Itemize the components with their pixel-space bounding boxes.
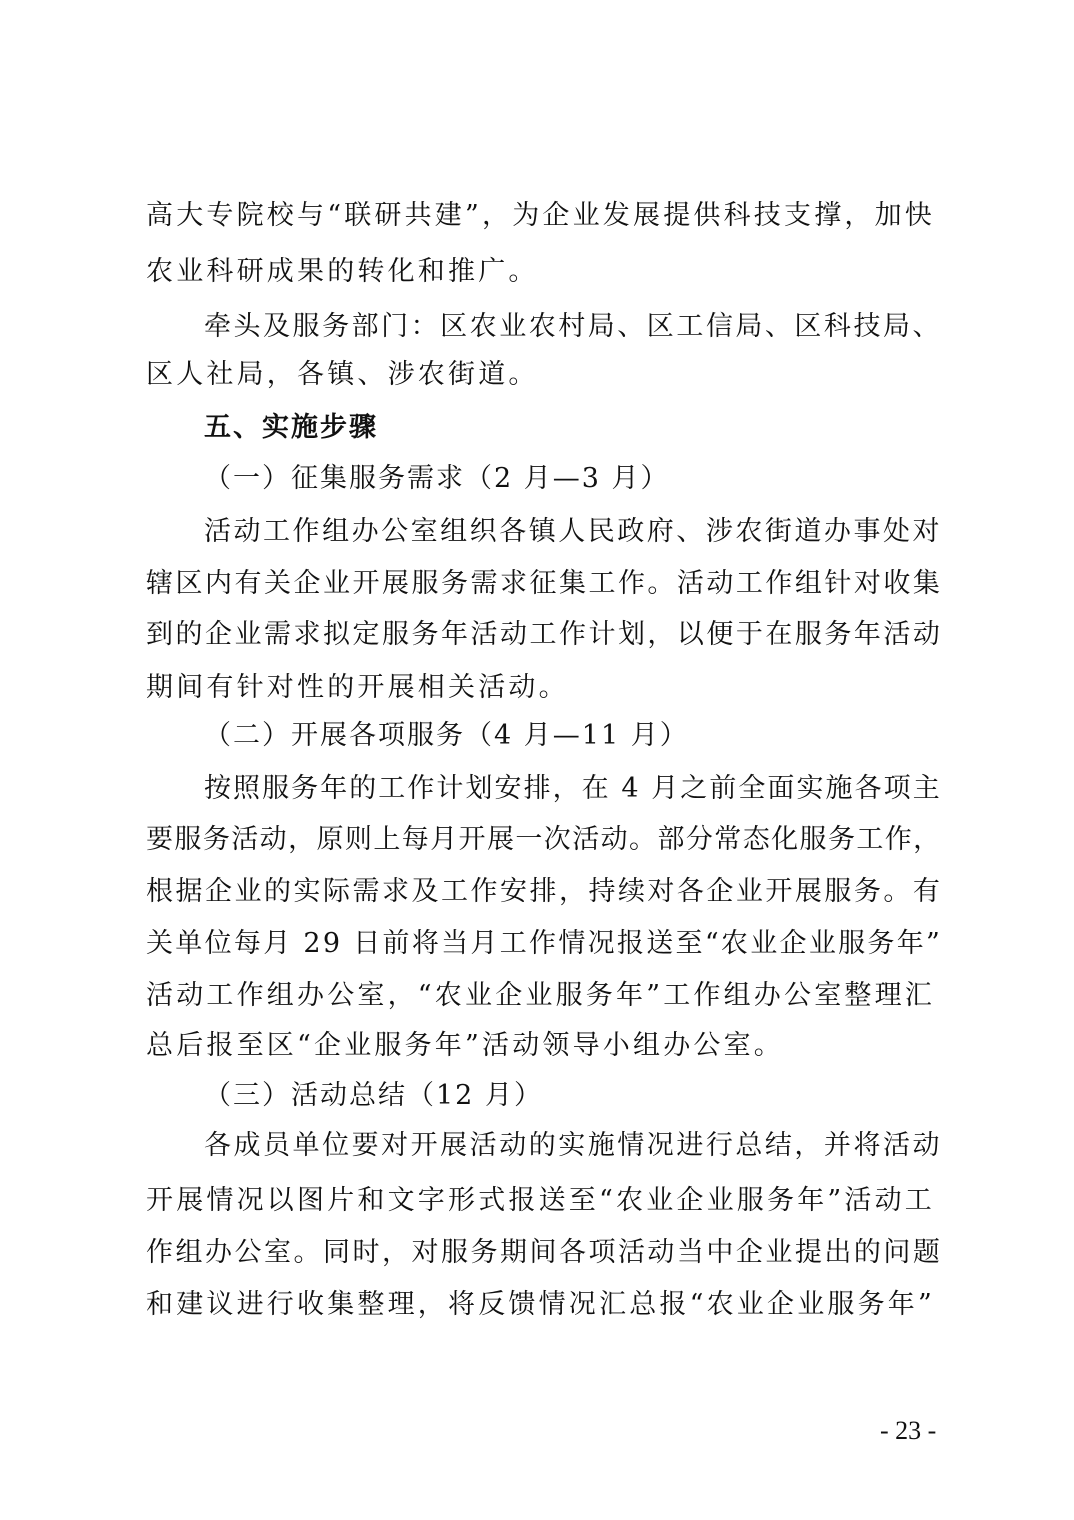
- body-text-line: 活动工作组办公室，“农业企业服务年”工作组办公室整理汇: [146, 980, 936, 1011]
- subsection-heading: （二）开展各项服务（4 月—11 月）: [204, 720, 689, 751]
- body-text-line: 农业科研成果的转化和推广。: [146, 256, 539, 287]
- body-text-line: 要服务活动，原则上每月开展一次活动。部分常态化服务工作，: [146, 824, 942, 855]
- body-text-line: 各成员单位要对开展活动的实施情况进行总结，并将活动: [204, 1130, 942, 1161]
- body-text-line: 开展情况以图片和文字形式报送至“农业企业服务年”活动工: [146, 1185, 936, 1216]
- body-text-line: 期间有针对性的开展相关活动。: [146, 672, 569, 703]
- body-text-line: 按照服务年的工作计划安排，在 4 月之前全面实施各项主: [204, 773, 942, 804]
- body-text-line: 区人社局，各镇、涉农街道。: [146, 359, 539, 390]
- body-text-line: 高大专院校与“联研共建”，为企业发展提供科技支撑，加快: [146, 200, 936, 231]
- body-text-line: 活动工作组办公室组织各镇人民政府、涉农街道办事处对: [204, 516, 942, 547]
- body-text-line: 到的企业需求拟定服务年活动工作计划，以便于在服务年活动: [146, 619, 943, 650]
- body-text-line: 根据企业的实际需求及工作安排，持续对各企业开展服务。有: [146, 876, 943, 907]
- body-text-line: 关单位每月 29 日前将当月工作情况报送至“农业企业服务年”: [146, 928, 943, 959]
- body-text-line: 牵头及服务部门：区农业农村局、区工信局、区科技局、: [204, 311, 942, 342]
- body-text-line: 作组办公室。同时，对服务期间各项活动当中企业提出的问题: [146, 1237, 943, 1268]
- body-text-line: 总后报至区“企业服务年”活动领导小组办公室。: [146, 1030, 785, 1061]
- subsection-heading: （一）征集服务需求（2 月—3 月）: [204, 463, 670, 494]
- subsection-heading: （三）活动总结（12 月）: [204, 1080, 543, 1111]
- section-heading: 五、实施步骤: [204, 412, 378, 443]
- body-text-line: 和建议进行收集整理，将反馈情况汇总报“农业企业服务年”: [146, 1289, 936, 1320]
- body-text-line: 辖区内有关企业开展服务需求征集工作。活动工作组针对收集: [146, 568, 943, 599]
- page-number: - 23 -: [880, 1416, 937, 1445]
